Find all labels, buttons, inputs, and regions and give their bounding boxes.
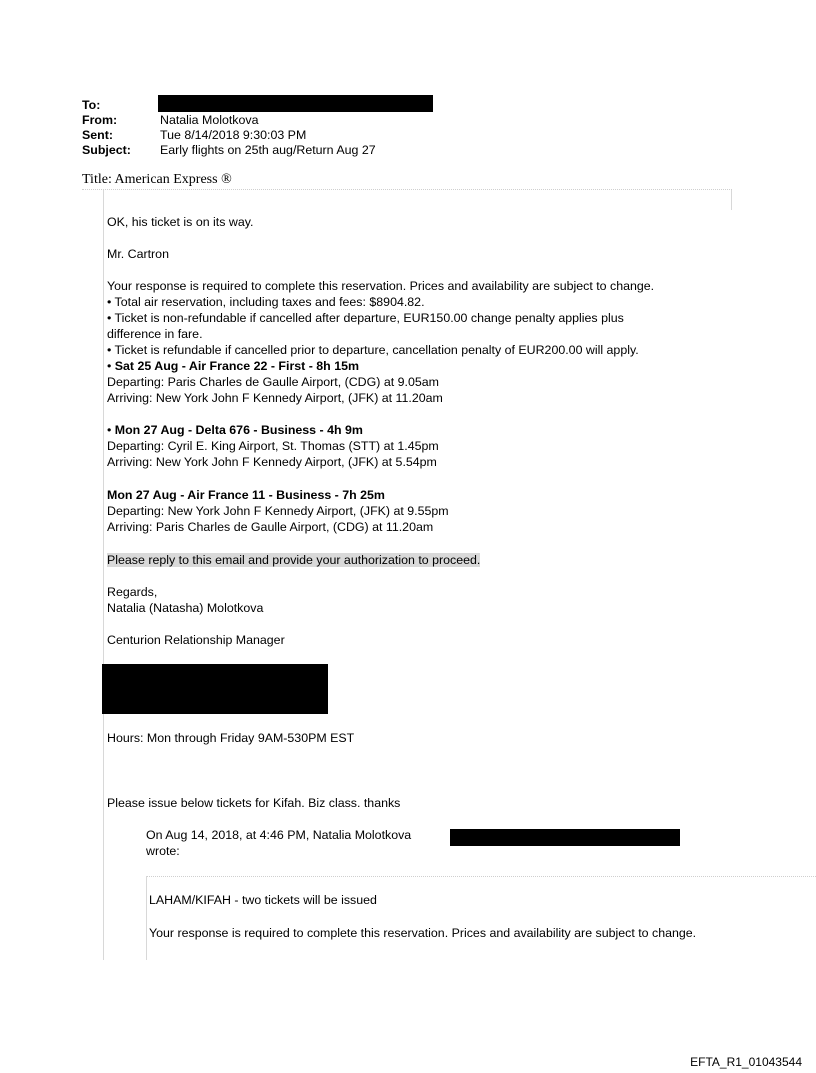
- body-line: OK, his ticket is on its way.: [107, 215, 254, 229]
- highlighted-line: [107, 552, 480, 568]
- frame-rule-right: [731, 190, 732, 210]
- signature-title: Centurion Relationship Manager: [107, 633, 285, 647]
- from-label: From:: [82, 113, 118, 127]
- sent-value: Tue 8/14/2018 9:30:03 PM: [160, 128, 307, 142]
- flight-heading: [107, 358, 359, 374]
- body-line: • Ticket is non-refundable if cancelled after departure, EUR150.00 change penalty applies plus: [107, 311, 624, 325]
- body-line: Departing: Paris Charles de Gaulle Airport, (CDG) at 9.05am: [107, 375, 439, 389]
- body-line: Regards,: [107, 585, 158, 599]
- body-line: Arriving: Paris Charles de Gaulle Airport, (CDG) at 11.20am: [107, 520, 434, 534]
- body-line: Hours: Mon through Friday 9AM-530PM EST: [107, 731, 355, 745]
- redaction-to: [158, 95, 433, 112]
- quote-line: Your response is required to complete this reservation. Prices and availability are subject to change.: [149, 926, 697, 940]
- flight-title: Mon 27 Aug - Air France 11 - Business - 7h 25m: [107, 488, 385, 502]
- body-line: Mr. Cartron: [107, 247, 169, 261]
- bullet: •: [107, 359, 115, 373]
- highlight-text: Please reply to this email and provide your authorization to proceed.: [107, 553, 481, 567]
- quote-rule-left: [146, 876, 147, 960]
- document-title: Title: American Express ®: [82, 172, 732, 190]
- quote-line: LAHAM/KIFAH - two tickets will be issued: [149, 893, 377, 907]
- flight-heading: [107, 422, 363, 438]
- body-line: difference in fare.: [107, 327, 203, 341]
- flight-title: Sat 25 Aug - Air France 22 - First - 8h 15m: [114, 359, 359, 373]
- body-line: Your response is required to complete this reservation. Prices and availability are subject to change.: [107, 279, 655, 293]
- body-line: Please issue below tickets for Kifah. Biz class. thanks: [107, 796, 401, 810]
- quote-rule-top: [146, 876, 816, 877]
- to-label: To:: [82, 98, 101, 112]
- document-id: EFTA_R1_01043544: [690, 1055, 802, 1069]
- frame-rule-left: [103, 190, 104, 960]
- body-line: Arriving: New York John F Kennedy Airport, (JFK) at 11.20am: [107, 391, 443, 405]
- subject-label: Subject:: [82, 143, 131, 157]
- body-line: Departing: Cyril E. King Airport, St. Thomas (STT) at 1.45pm: [107, 439, 439, 453]
- subject-value: Early flights on 25th aug/Return Aug 27: [160, 143, 376, 157]
- body-line: • Ticket is refundable if cancelled prior to departure, cancellation penalty of EUR200.00 will apply.: [107, 343, 639, 357]
- from-value: Natalia Molotkova: [160, 113, 259, 127]
- body-line: • Total air reservation, including taxes and fees: $8904.82.: [107, 295, 425, 309]
- bullet: •: [107, 423, 115, 437]
- sent-label: Sent:: [82, 128, 113, 142]
- signature-name: Natalia (Natasha) Molotkova: [107, 601, 264, 615]
- quote-intro: On Aug 14, 2018, at 4:46 PM, Natalia Molotkova: [146, 828, 412, 842]
- flight-title: Mon 27 Aug - Delta 676 - Business - 4h 9m: [114, 423, 363, 437]
- quote-intro-wrote: wrote:: [146, 844, 180, 858]
- redaction-email: [450, 829, 680, 846]
- body-line: Arriving: New York John F Kennedy Airport, (JFK) at 5.54pm: [107, 455, 437, 469]
- body-line: Departing: New York John F Kennedy Airport, (JFK) at 9.55pm: [107, 504, 449, 518]
- redaction-signature: [102, 664, 328, 714]
